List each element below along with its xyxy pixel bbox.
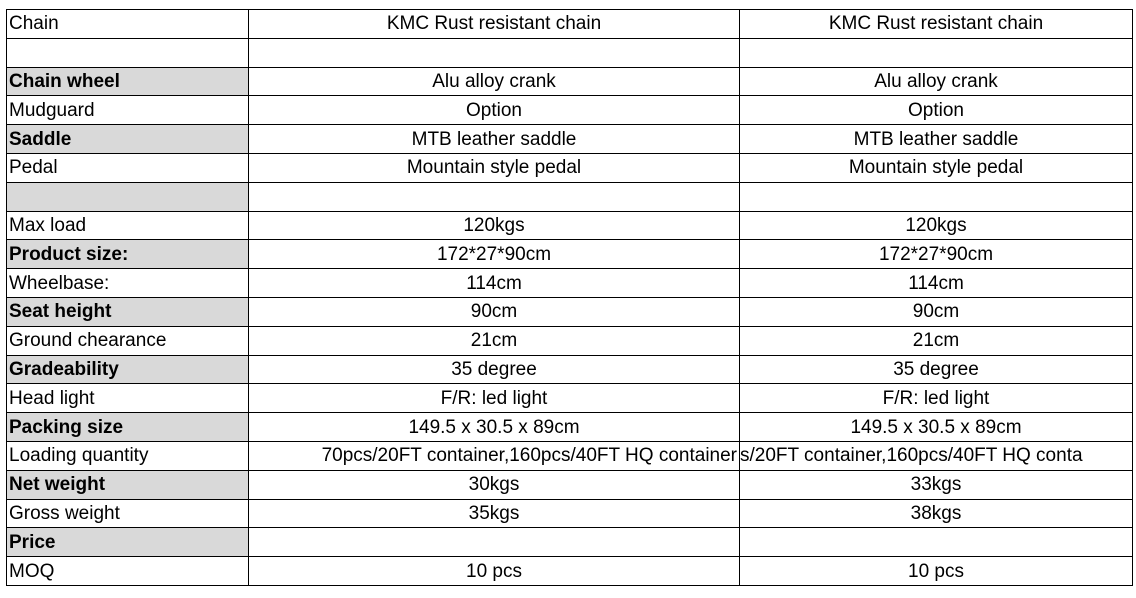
table-row [7, 413, 1133, 442]
value-cell-1: 149.5 x 30.5 x 89cm [249, 413, 740, 442]
overflow-text: 70pcs/20FT container,160pcs/40FT HQ container [321, 445, 737, 467]
value-cell-2: 149.5 x 30.5 x 89cm [740, 413, 1133, 442]
row-label [7, 182, 249, 211]
table-row [7, 441, 1133, 470]
table-row [7, 269, 1133, 298]
row-label: Price [7, 528, 249, 557]
value-cell-1: 35kgs [249, 499, 740, 528]
value-cell-2: 172*27*90cm [740, 240, 1133, 269]
value-cell-1: 10 pcs [249, 557, 740, 586]
table-row [7, 125, 1133, 154]
table-row [7, 557, 1133, 586]
value-cell-1: 172*27*90cm [249, 240, 740, 269]
value-cell-1: Option [249, 96, 740, 125]
value-cell-2: 114cm [740, 269, 1133, 298]
value-cell-1: F/R: led light [249, 384, 740, 413]
value-cell-1: Alu alloy crank [249, 67, 740, 96]
value-cell-1: Mountain style pedal [249, 153, 740, 182]
value-cell-2: F/R: led light [740, 384, 1133, 413]
value-cell-2: 120kgs [740, 211, 1133, 240]
table-row [7, 240, 1133, 269]
table-row [7, 211, 1133, 240]
table-row [7, 355, 1133, 384]
spec-table [6, 9, 1133, 586]
value-cell-1: 21cm [249, 326, 740, 355]
spec-table-body [7, 10, 1133, 586]
value-cell-2: 33kgs [740, 470, 1133, 499]
value-cell-1 [249, 528, 740, 557]
value-cell-2: 10 pcs [740, 557, 1133, 586]
value-cell-2: 21cm [740, 326, 1133, 355]
row-label: Chain wheel [7, 67, 249, 96]
value-cell-1: 120kgs [249, 211, 740, 240]
table-row [7, 528, 1133, 557]
table-row [7, 153, 1133, 182]
value-cell-1: 114cm [249, 269, 740, 298]
row-label: MOQ [7, 557, 249, 586]
value-cell-2: KMC Rust resistant chain [740, 10, 1133, 39]
row-label: Packing size [7, 413, 249, 442]
value-cell-1: 90cm [249, 297, 740, 326]
value-cell-2: 38kgs [740, 499, 1133, 528]
table-row [7, 499, 1133, 528]
row-label: Max load [7, 211, 249, 240]
table-row [7, 96, 1133, 125]
row-label: Net weight [7, 470, 249, 499]
row-label: Wheelbase: [7, 269, 249, 298]
table-row [7, 384, 1133, 413]
row-label: Pedal [7, 153, 249, 182]
table-row [7, 297, 1133, 326]
row-label: Ground chearance [7, 326, 249, 355]
row-label: Gradeability [7, 355, 249, 384]
value-cell-1: KMC Rust resistant chain [249, 10, 740, 39]
row-label: Product size: [7, 240, 249, 269]
table-row [7, 182, 1133, 211]
table-row [7, 10, 1133, 39]
value-cell-2: 35 degree [740, 355, 1133, 384]
value-cell-1 [249, 38, 740, 67]
row-label: Head light [7, 384, 249, 413]
value-cell-2 [740, 38, 1133, 67]
row-label: Mudguard [7, 96, 249, 125]
value-cell-2: Option [740, 96, 1133, 125]
row-label: Seat height [7, 297, 249, 326]
value-cell-1: MTB leather saddle [249, 125, 740, 154]
value-cell-1 [249, 182, 740, 211]
value-cell-2: 90cm [740, 297, 1133, 326]
row-label: Saddle [7, 125, 249, 154]
value-cell-2: s/20FT container,160pcs/40FT HQ conta [740, 441, 1133, 470]
table-row [7, 67, 1133, 96]
value-cell-1: 30kgs [249, 470, 740, 499]
value-cell-2 [740, 182, 1133, 211]
table-row [7, 38, 1133, 67]
row-label: Gross weight [7, 499, 249, 528]
value-cell-2: MTB leather saddle [740, 125, 1133, 154]
value-cell-2 [740, 528, 1133, 557]
row-label: Loading quantity [7, 441, 249, 470]
value-cell-1: 35 degree [249, 355, 740, 384]
value-cell-2: Mountain style pedal [740, 153, 1133, 182]
table-row [7, 470, 1133, 499]
row-label [7, 38, 249, 67]
table-row [7, 326, 1133, 355]
row-label: Chain [7, 10, 249, 39]
value-cell-1 [249, 441, 740, 470]
value-cell-2: Alu alloy crank [740, 67, 1133, 96]
